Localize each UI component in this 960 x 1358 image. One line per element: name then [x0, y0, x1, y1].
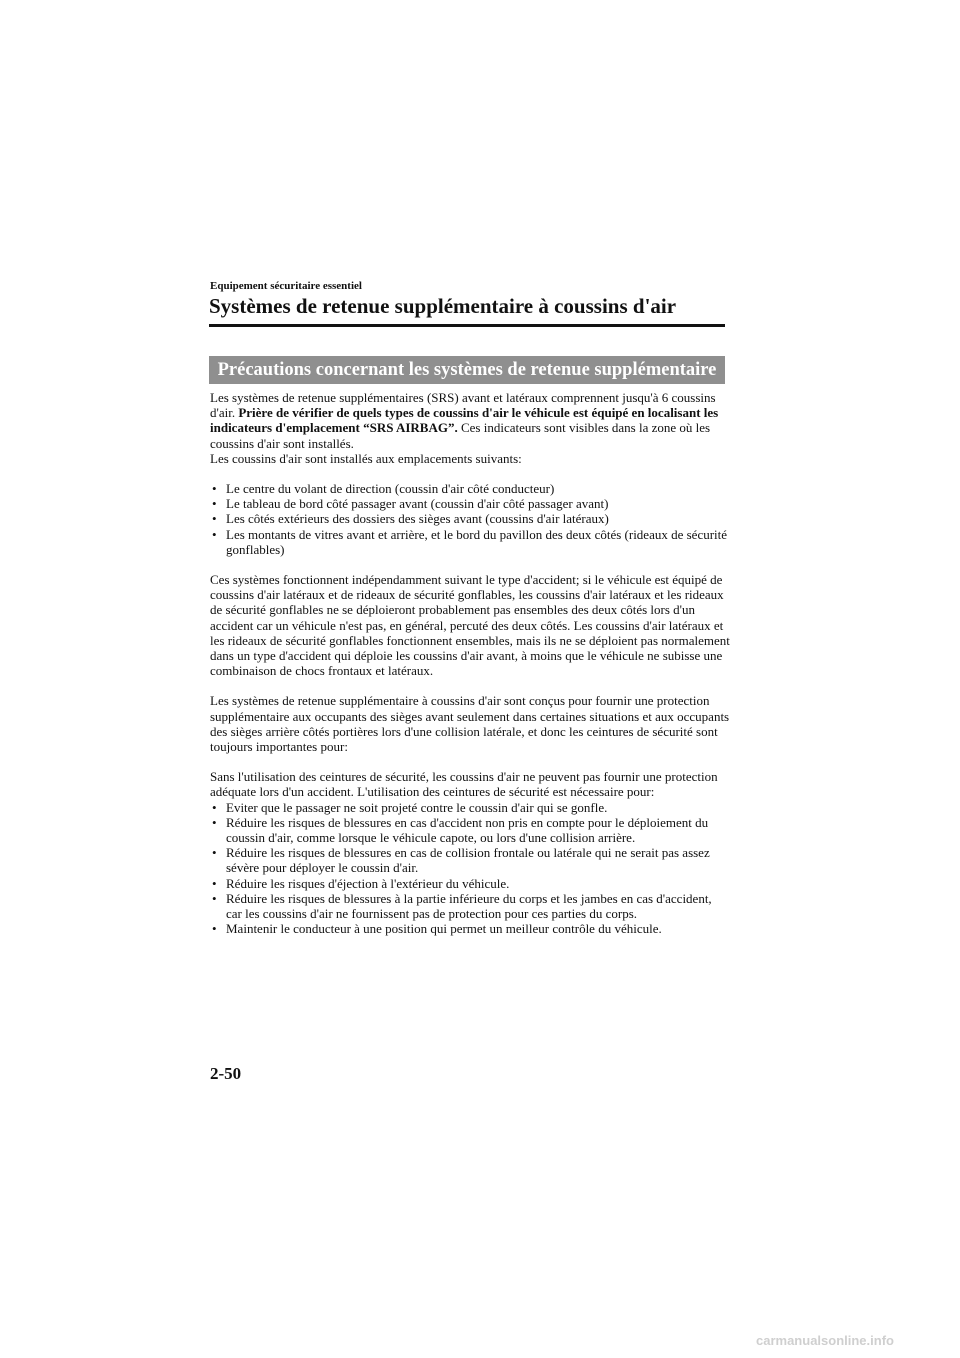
bullet-icon: •: [212, 875, 217, 891]
bullet-icon: •: [212, 526, 217, 542]
bullet-icon: •: [212, 890, 217, 906]
page-number: 2-50: [210, 1064, 242, 1083]
list-item: • Réduire les risques d'éjection à l'extérieur du véhicule.: [212, 875, 510, 891]
intro-bold-text: Prière de vérifier de quels types de coussins d'air le véhicule est équipé en localisant les indicateurs d'emplacement “SRS AIRBAG”.: [210, 405, 719, 436]
intro-location-sentence: Les coussins d'air sont installés aux emplacements suivants:: [210, 450, 522, 466]
list-item: • Eviter que le passager ne soit projeté contre le coussin d'air qui se gonfle.: [212, 799, 608, 815]
section-heading-band: Précautions concernant les systèmes de retenue supplémentaire: [209, 356, 725, 384]
protection-paragraph: Les systèmes de retenue supplémentaire à coussins d'air sont conçus pour fournir une protection supplémentaire aux occupants des sièges avant seulement dans certaines situations et aux occupants des sièges arrière côtés portières lors d'une collision latérale, et donc les ceintures de sécurité sont toujours importantes pour:: [210, 693, 730, 755]
bullet-icon: •: [212, 814, 217, 830]
operation-paragraph: Ces systèmes fonctionnent indépendamment suivant le type d'accident; si le véhicule est équipé de coussins d'air latéraux et de rideaux de sécurité gonflables, les coussins d'air latéraux et les rideaux de sécurité gonflables ne se déploieront probablement pas ensembles des deux côtés lors d'un accident car un véhicule n'est pas, en général, percuté des deux côtés. Les coussins d'air latéraux et les rideaux de sécurité gonflables fonctionnent ensembles, mais ils ne se déploient pas normalement dans un type d'accident qui déploie les coussins d'air avant, à moins que le véhicule ne subisse une combinaison de chocs frontaux et latéraux.: [210, 572, 730, 679]
list-item: • Le centre du volant de direction (coussin d'air côté conducteur): [212, 481, 555, 497]
list-item: • Réduire les risques de blessures en cas d'accident non pris en compte pour le déploiement du coussin d'air, comme lorsque le véhicule capote, ou lors d'une collision arrière.: [212, 814, 709, 846]
list-item: • Maintenir le conducteur à une position qui permet un meilleur contrôle du véhicule.: [212, 921, 662, 937]
seatbelt-reason-list: [210, 800, 730, 937]
list-item: • Le tableau de bord côté passager avant (coussin d'air côté passager avant): [212, 496, 609, 512]
airbag-location-list: [210, 481, 730, 557]
list-item: • Réduire les risques de blessures à la partie inférieure du corps et les jambes en cas d'accident, car les coussins d'air ne fournissent pas de protection pour ces parties du corps.: [212, 890, 712, 922]
bullet-icon: •: [212, 511, 217, 527]
bullet-icon: •: [212, 845, 217, 861]
intro-paragraph: [210, 390, 730, 451]
watermark: carmanualsonline.info: [756, 1333, 894, 1348]
section-label: Equipement sécuritaire essentiel: [210, 280, 362, 292]
bullet-icon: •: [212, 921, 217, 937]
page-title: Systèmes de retenue supplémentaire à coussins d'air: [209, 294, 677, 318]
bullet-icon: •: [212, 496, 217, 512]
intro-text-continued: Ces indicateurs sont visibles dans la zone où les coussins d'air sont installés.: [210, 420, 711, 451]
title-rule: [209, 324, 725, 327]
body-text: [210, 390, 730, 937]
bullet-icon: •: [212, 799, 217, 815]
bullet-icon: •: [212, 481, 217, 497]
intro-text: Les systèmes de retenue supplémentaires (SRS) avant et latéraux comprennent jusqu'à 6 coussins d'air.: [210, 390, 716, 421]
list-item: • Réduire les risques de blessures en cas de collision frontale ou latérale qui ne serait pas assez sévère pour déployer le coussin d'air.: [212, 845, 710, 876]
list-item: • Les côtés extérieurs des dossiers des sièges avant (coussins d'air latéraux): [212, 511, 609, 527]
seatbelt-paragraph: Sans l'utilisation des ceintures de sécurité, les coussins d'air ne peuvent pas fournir une protection adéquate lors d'un accident. L'utilisation des ceintures de sécurité est nécessaire pour:: [210, 769, 718, 800]
list-item: • Les montants de vitres avant et arrière, et le bord du pavillon des deux côtés (rideaux de sécurité gonflables): [212, 526, 728, 557]
